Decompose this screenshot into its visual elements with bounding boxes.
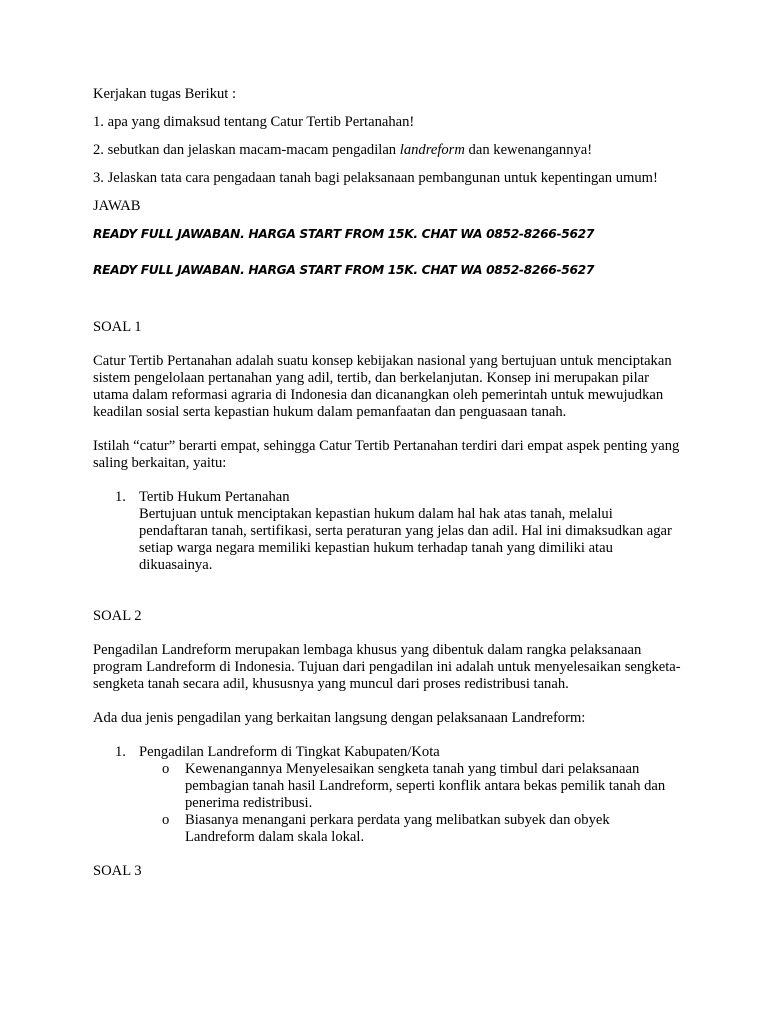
soal-1-list bbox=[93, 489, 683, 574]
sub-list-item-text: Kewenangannya Menyelesaikan sengketa tanah yang timbul dari pelaksanaan pembagian tanah hasil Landreform, seperti konflik antara bekas pemilik tanah dan penerima redistribusi. bbox=[185, 761, 666, 811]
soal-2-paragraph-2: Ada dua jenis pengadilan yang berkaitan langsung dengan pelaksanaan Landreform: bbox=[93, 710, 586, 726]
list-item-body: Bertujuan untuk menciptakan kepastian hukum dalam hal hak atas tanah, melalui pendaftaran tanah, sertifikasi, serta peraturan yang jelas dan adil. Hal ini dimaksudkan agar setiap warga negara memiliki kepastian hukum terhadap tanah yang dimiliki atau dikuasainya. bbox=[139, 506, 672, 573]
question-2-text-before: 2. sebutkan dan jelaskan macam-macam pengadilan bbox=[93, 142, 400, 158]
list-item bbox=[93, 744, 683, 846]
soal-2-list bbox=[93, 744, 683, 846]
promo-banner-1: READY FULL JAWABAN. HARGA START FROM 15K. CHAT WA 0852-8266-5627 bbox=[93, 227, 595, 241]
question-1: 1. apa yang dimaksud tentang Catur Tertib Pertanahan! bbox=[93, 114, 415, 130]
soal-1-paragraph-2: Istilah “catur” berarti empat, sehingga Catur Tertib Pertanahan terdiri dari empat aspek penting yang saling berkaitan, yaitu: bbox=[93, 438, 680, 471]
answer-label: JAWAB bbox=[93, 198, 141, 214]
soal-1-paragraph-1: Catur Tertib Pertanahan adalah suatu konsep kebijakan nasional yang bertujuan untuk menciptakan sistem pengelolaan pertanahan yang adil, tertib, dan berkelanjutan. Konsep ini merupakan pilar utama dalam reformasi agraria di Indonesia dan dicanangkan oleh pemerintah untuk mewujudkan keadilan sosial serta kepastian hukum dalam pemanfaatan dan penguasaan tanah. bbox=[93, 353, 672, 420]
spacer bbox=[93, 574, 683, 608]
soal-1-title: SOAL 1 bbox=[93, 319, 142, 335]
list-item-title: Tertib Hukum Pertanahan bbox=[139, 489, 290, 505]
sub-list-item-text: Biasanya menangani perkara perdata yang melibatkan subyek dan obyek Landreform dalam skala lokal. bbox=[185, 812, 610, 845]
soal-2-section bbox=[93, 608, 683, 846]
circle-bullet-icon: o bbox=[162, 812, 170, 828]
promo-banner-2: READY FULL JAWABAN. HARGA START FROM 15K. CHAT WA 0852-8266-5627 bbox=[93, 263, 595, 277]
circle-bullet-icon: o bbox=[162, 761, 170, 777]
spacer bbox=[93, 846, 683, 863]
soal-3-title: SOAL 3 bbox=[93, 863, 142, 879]
sub-list-item bbox=[139, 761, 683, 812]
soal-1-section bbox=[93, 319, 683, 574]
list-item-number: 1. bbox=[115, 744, 126, 760]
sub-list-item bbox=[139, 812, 683, 846]
question-3: 3. Jelaskan tata cara pengadaan tanah bagi pelaksanaan pembangunan untuk kepentingan umum! bbox=[93, 170, 658, 186]
list-item bbox=[93, 489, 683, 574]
document-page bbox=[93, 86, 683, 897]
question-2-text-after: dan kewenangannya! bbox=[464, 142, 593, 158]
list-item-number: 1. bbox=[115, 489, 126, 505]
question-2 bbox=[93, 142, 683, 159]
soal-2-title: SOAL 2 bbox=[93, 608, 142, 624]
question-2-italic-term: landreform bbox=[399, 142, 465, 158]
list-item-title: Pengadilan Landreform di Tingkat Kabupaten/Kota bbox=[139, 744, 440, 760]
soal-2-paragraph-1: Pengadilan Landreform merupakan lembaga khusus yang dibentuk dalam rangka pelaksanaan program Landreform di Indonesia. Tujuan dari pengadilan ini adalah untuk menyelesaikan sengketa-sengketa tanah secara adil, khususnya yang muncul dari proses redistribusi tanah. bbox=[93, 642, 681, 692]
soal-3-section bbox=[93, 863, 683, 880]
sub-bullet-list bbox=[139, 761, 683, 846]
intro-line: Kerjakan tugas Berikut : bbox=[93, 86, 237, 102]
